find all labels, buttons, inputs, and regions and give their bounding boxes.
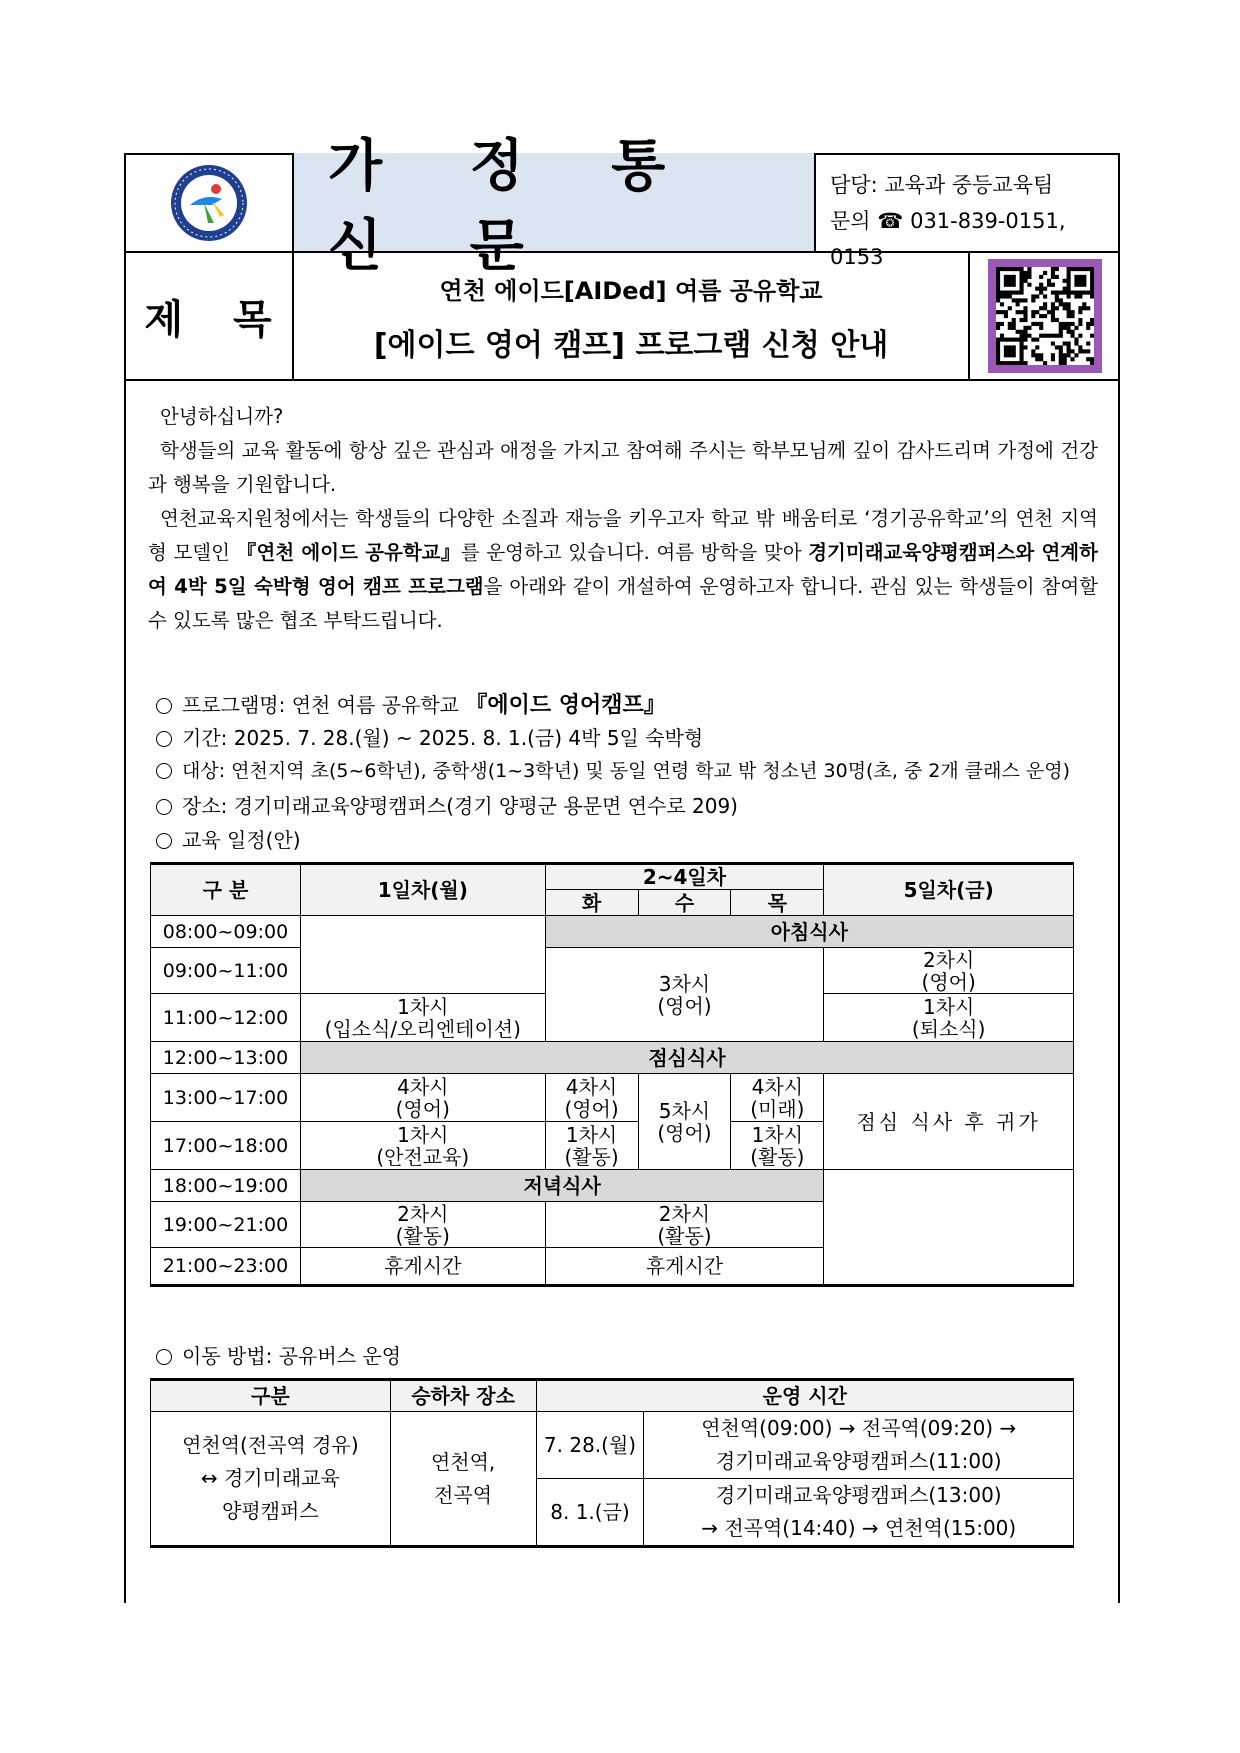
time-cell: 17:00~18:00 [151,1122,301,1170]
qr-code-icon [996,267,1094,365]
info-transport [156,1340,401,1369]
thu-session-4: 4차시 (미래) [731,1074,824,1122]
subject-title [294,253,970,381]
day1-session-1: 1차시 (입소식/오리엔테이션) [300,994,545,1042]
wed-session-5: 5차시 (영어) [638,1074,731,1170]
intro-text-e: 을 아래와 같이 개설하여 운영하고자 합니다. 관심 있는 학생들이 참여할 수 있도록 많은 협조 부탁드립니다. [148,575,1098,632]
program-value: 연천 여름 공유학교 [291,693,459,717]
circle-bullet-icon [156,763,172,779]
day1-session-1-safety: 1차시 (안전교육) [300,1122,545,1170]
day5-empty-evening [824,1170,1074,1286]
bus-table [150,1378,1074,1548]
day5-afternoon: 점심 식사 후 귀가 [824,1074,1074,1170]
tue-session-1-activity: 1차시 (활동) [545,1122,638,1170]
bus-time-1: 연천역(09:00) → 전곡역(09:20) → 경기미래교육양평캠퍼스(11:00) [644,1412,1074,1479]
program-name: 『에이드 영어캠프』 [465,693,666,718]
transport-text: 이동 방법: 공유버스 운영 [182,1344,402,1368]
qr-code-cell [970,253,1120,381]
schedule-title: 교육 일정(안) [182,828,301,852]
day2-4-session-2-activity: 2차시 (활동) [545,1202,824,1248]
bus-time-2: 경기미래교육양평캠퍼스(13:00) → 전곡역(14:40) → 연천역(15:00) [644,1479,1074,1547]
info-schedule-title [156,824,301,853]
header-wed: 수 [638,890,731,916]
schedule-row [151,1074,1074,1122]
day1-rest: 휴게시간 [300,1248,545,1286]
info-place [156,790,738,819]
program-label: 프로그램명: [182,693,286,717]
tue-session-4: 4차시 (영어) [545,1074,638,1122]
info-period [156,722,703,751]
header-tue: 화 [545,890,638,916]
day2-4-session-3: 3차시 (영어) [545,948,824,1042]
bus-header-times: 운영 시간 [536,1380,1073,1412]
office-emblem-icon [124,153,294,253]
bus-stops: 연천역, 전곡역 [390,1412,536,1547]
office-logo [124,153,294,253]
breakfast-cell: 아침식사 [545,916,1073,948]
circle-bullet-icon [156,833,172,849]
time-cell: 19:00~21:00 [151,1202,301,1248]
circle-bullet-icon [156,1349,172,1365]
bus-date-2: 8. 1.(금) [536,1479,644,1547]
paragraph-program-intro [148,502,1098,638]
bus-header-row [151,1380,1074,1412]
time-cell: 21:00~23:00 [151,1248,301,1286]
letter-body [148,400,1098,638]
thu-session-1-activity: 1차시 (활동) [731,1122,824,1170]
time-cell: 18:00~19:00 [151,1170,301,1202]
target-text: 대상: 연천지역 초(5~6학년), 중학생(1~3학년) 및 동일 연령 학교 밖 청소년 30명(초, 중 2개 클래스 운영) [182,760,1071,782]
period-text: 기간: 2025. 7. 28.(월) ~ 2025. 8. 1.(금) 4박 5일 숙박형 [182,726,704,750]
contact-info [816,153,1120,269]
day1-session-2-activity: 2차시 (활동) [300,1202,545,1248]
subject-label: 제 목 [124,253,294,381]
place-text: 장소: 경기미래교육양평캠퍼스(경기 양평군 용문면 연수로 209) [182,794,738,818]
intro-text-a: 연천교육지원청에서는 학생들의 다양한 소질과 재능을 키우고자 학교 밖 배움터로 ‘경기공유학교’의 연천 지역형 모델인 [148,507,1098,564]
intro-school-name: 『연천 에이드 공유학교』 [236,541,461,564]
header-division: 구 분 [151,864,301,916]
intro-camp-highlight: 경기미래교육양평캠퍼스와 연계하여 4박 5일 숙박형 영어 캠프 프로그램 [148,541,1098,598]
header-thu: 목 [731,890,824,916]
dinner-cell: 저녁식사 [300,1170,823,1202]
circle-bullet-icon [156,731,172,747]
schedule-row [151,916,1074,948]
day5-session-1: 1차시 (퇴소식) [824,994,1074,1042]
bus-date-1: 7. 28.(월) [536,1412,644,1479]
bus-header-division: 구분 [151,1380,391,1412]
time-cell: 13:00~17:00 [151,1074,301,1122]
info-program [156,688,666,719]
newsletter-title: 가 정 통 신 문 [294,153,816,253]
day5-session-2: 2차시 (영어) [824,948,1074,994]
circle-bullet-icon [156,698,172,714]
subject-line-1: 연천 에이드[AIDed] 여름 공유학교 [439,277,823,305]
header-day1: 1일차(월) [300,864,545,916]
contact-department: 담당: 교육과 중등교육팀 [830,173,1054,197]
time-cell: 12:00~13:00 [151,1042,301,1074]
schedule-row [151,948,1074,994]
day2-4-rest: 휴게시간 [545,1248,824,1286]
time-cell: 08:00~09:00 [151,916,301,948]
header-day2-4: 2~4일차 [545,864,824,890]
circle-bullet-icon [156,799,172,815]
bus-row [151,1412,1074,1479]
header-day5: 5일차(금) [824,864,1074,916]
newsletter-header [124,134,1120,383]
greeting: 안녕하십니까? [160,405,284,428]
schedule-row [151,1042,1074,1074]
lunch-cell: 점심식사 [300,1042,1073,1074]
info-target [156,756,1070,783]
bus-route: 연천역(전곡역 경유) ↔ 경기미래교육 양평캠퍼스 [151,1412,391,1547]
time-cell: 09:00~11:00 [151,948,301,994]
day1-session-4: 4차시 (영어) [300,1074,545,1122]
day1-empty-cell [300,916,545,994]
qr-code[interactable] [988,259,1102,373]
subject-line-2: [에이드 영어 캠프] 프로그램 신청 안내 [373,328,889,363]
intro-text-c: 를 운영하고 있습니다. 여름 방학을 맞아 [460,541,809,564]
time-cell: 11:00~12:00 [151,994,301,1042]
contact-phone: 문의 ☎ 031-839-0151, 0153 [830,209,1066,269]
bus-header-stops: 승하차 장소 [390,1380,536,1412]
paragraph-thanks: 학생들의 교육 활동에 항상 깊은 관심과 애정을 가지고 참여해 주시는 학부모님께 깊이 감사드리며 가정에 건강과 행복을 기원합니다. [148,439,1098,496]
schedule-row [151,1170,1074,1202]
schedule-table [150,862,1074,1287]
schedule-header-row [151,864,1074,890]
